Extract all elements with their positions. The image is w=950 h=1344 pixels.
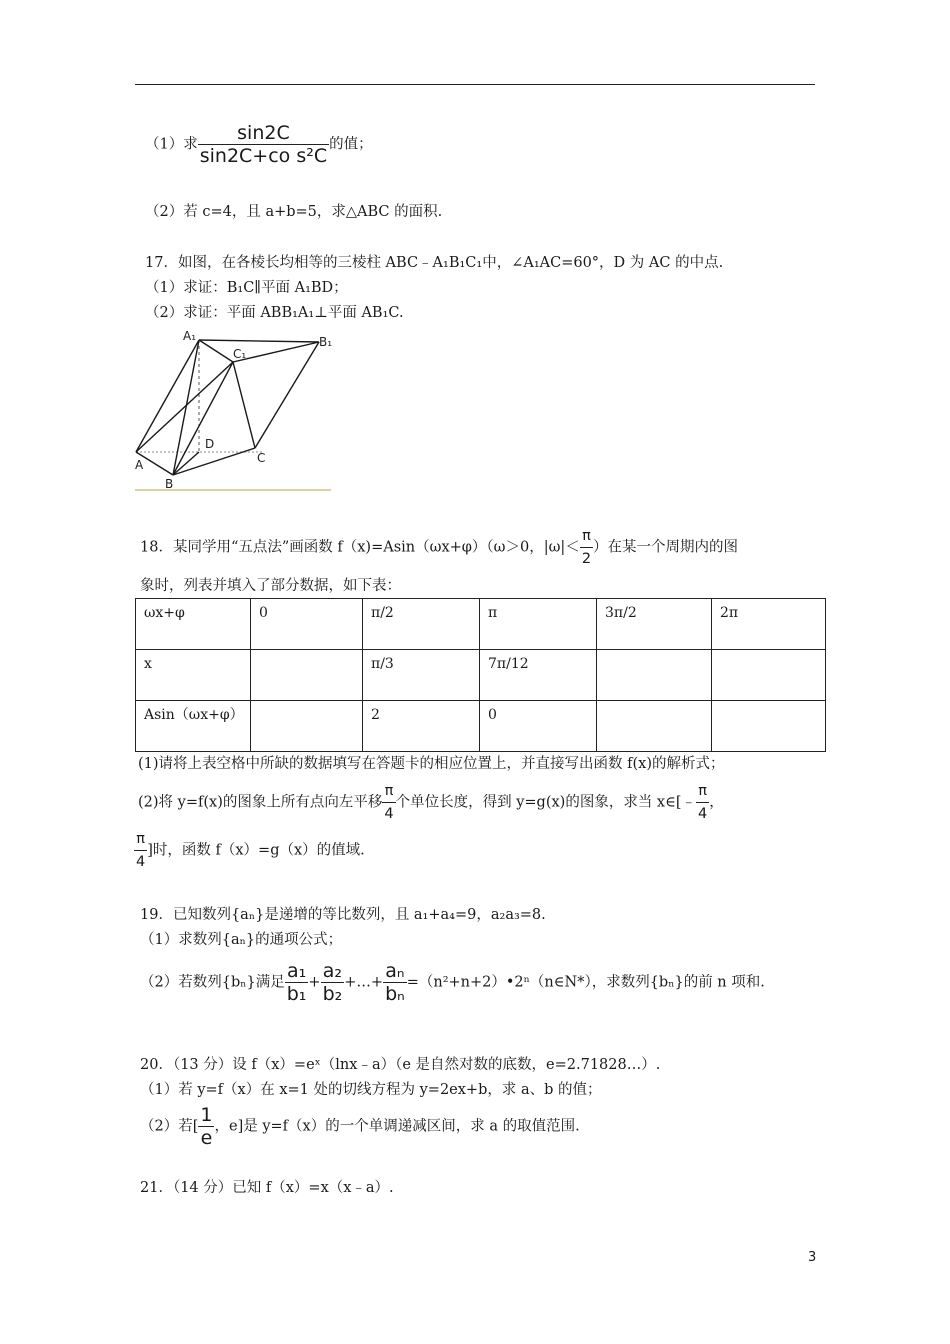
p18-stem-a: 18．某同学用“五点法”画函数 f（x)=Asin（ωx+φ）（ω＞0，|ω|＜ [140, 539, 580, 556]
p18-lower-fraction [696, 780, 709, 825]
label-c1: C₁ [233, 347, 247, 361]
table-cell: 2π [712, 599, 826, 650]
p18-stem-b: ）在某一个周期内的图 [593, 539, 739, 556]
p17-q1: （1）求证：B₁C∥平面 A₁BD； [145, 280, 348, 296]
p21-stem: 21．（14 分）已知 f（x）=x（x﹣a）. [140, 1180, 394, 1196]
label-b: B [165, 477, 174, 491]
p16-q1-label: （1）求 [145, 136, 198, 153]
table-cell [251, 701, 363, 752]
table-cell [597, 650, 712, 701]
p19-term-1-den: b₁ [286, 983, 307, 1005]
p16-q1-tail: 的值； [329, 136, 373, 153]
p18-shift-frac-num: π [382, 780, 395, 803]
p17-q2: （2）求证：平面 ABB₁A₁⊥平面 AB₁C. [145, 305, 404, 321]
p18-upper-frac-num: π [134, 828, 147, 851]
table-cell: π/2 [363, 599, 480, 650]
label-a1: A₁ [183, 330, 197, 343]
p16-frac-den: sin2C+co s²C [199, 145, 328, 167]
p18-q1: (1)请将上表空格中所缺的数据填写在答题卡的相应位置上，并直接写出函数 f(x)的解析式； [138, 756, 725, 772]
p18-q2-c: ， [709, 794, 724, 811]
table-cell: ωx+φ [136, 599, 251, 650]
p20-q1: （1）若 y=f（x）在 x=1 处的切线方程为 y=2ex+b，求 a、b 的值； [140, 1082, 602, 1098]
table-cell: 0 [251, 599, 363, 650]
label-a: A [135, 458, 144, 472]
p19-term-2-den: b₂ [322, 983, 343, 1005]
five-point-table [135, 598, 826, 752]
table-cell: x [136, 650, 251, 701]
p18-stem-line1 [140, 525, 738, 570]
p18-shift-frac-den: 4 [384, 806, 394, 822]
p19-q1: （1）求数列{aₙ}的通项公式； [140, 932, 343, 948]
p18-upper-fraction [134, 828, 147, 873]
p18-stem-frac-den: 2 [581, 551, 592, 567]
table-row [136, 599, 826, 650]
table-row [136, 701, 826, 752]
p20-q2-b: ，e]是 y=f（x）的一个单调递减区间，求 a 的取值范围. [214, 1118, 580, 1135]
p16-q2: （2）若 c=4，且 a+b=5，求△ABC 的面积. [145, 204, 443, 220]
table-cell: 0 [480, 701, 597, 752]
p19-q2-a: （2）若数列{bₙ}满足 [140, 974, 285, 991]
p18-q2-line1 [138, 780, 724, 825]
table-cell [712, 650, 826, 701]
label-d: D [205, 437, 215, 451]
table-cell: Asin（ωx+φ） [136, 701, 251, 752]
p19-q2: （2）若数列{bₙ}满足 $\frac{\text{a₁}}{\text{b₁}}$ + $\frac{\text{a₂}}{\text{b₂}}$ +…+ $\frac{\text{aₙ}}{\text{bₙ}}$ =（n²+n+2）•2ⁿ（n∈N*），求数列{bₙ}的前 n 项和. [140, 960, 765, 1005]
p19-q2-b: =（n²+n+2）•2ⁿ（n∈N*），求数列{bₙ}的前 n 项和. [406, 974, 765, 991]
p18-lower-frac-num: π [696, 780, 709, 803]
table-cell: π/3 [363, 650, 480, 701]
p18-stem-frac-num: π [580, 525, 593, 548]
label-b1: B₁ [319, 335, 333, 349]
p17-stem: 17．如图，在各棱长均相等的三棱柱 ABC﹣A₁B₁C₁中，∠A₁AC=60°，D 为 AC 的中点. [145, 255, 724, 271]
p19-stem: 19．已知数列{aₙ}是递增的等比数列，且 a₁+a₄=9，a₂a₃=8. [140, 907, 546, 923]
table-cell [597, 701, 712, 752]
p20-stem: 20．（13 分）设 f（x）=eˣ（lnx﹣a）（e 是自然对数的底数，e=2.71828…）. [140, 1057, 661, 1073]
p20-frac-num: 1 [200, 1104, 213, 1126]
p19-term-1 [285, 960, 309, 1005]
p20-frac-den: e [200, 1127, 213, 1149]
p19-term-n-den: bₙ [385, 983, 405, 1005]
p18-q2-b: 个单位长度，得到 y=g(x)的图象，求当 x∈[﹣ [395, 794, 696, 811]
table-cell: π [480, 599, 597, 650]
p16-fraction [198, 122, 329, 167]
p19-term-2 [321, 960, 345, 1005]
table-cell [251, 650, 363, 701]
p16-q1 [145, 122, 373, 167]
p18-stem-fraction [580, 525, 593, 570]
p19-term-n [383, 960, 407, 1005]
table-cell: 3π/2 [597, 599, 712, 650]
p20-fraction [198, 1104, 214, 1149]
p20-q2-a: （2）若[ [140, 1118, 199, 1135]
prism-figure [133, 330, 333, 495]
label-c: C [257, 451, 266, 465]
table-cell: 7π/12 [480, 650, 597, 701]
p18-shift-fraction [382, 780, 395, 825]
p19-term-2-num: a₂ [321, 960, 345, 983]
p16-frac-num: sin2C [198, 122, 329, 145]
table-cell: 2 [363, 701, 480, 752]
p19-term-1-num: a₁ [285, 960, 309, 983]
header-rule [135, 84, 815, 85]
table-row [136, 650, 826, 701]
p18-lower-frac-den: 4 [698, 806, 708, 822]
p18-q2-d: ]时，函数 f（x）=g（x）的值域. [147, 842, 365, 859]
table-cell [712, 701, 826, 752]
p18-stem-c: 象时，列表并填入了部分数据，如下表： [140, 578, 401, 594]
p19-term-n-num: aₙ [383, 960, 407, 983]
p18-upper-frac-den: 4 [136, 854, 146, 870]
p18-q2-a: (2)将 y=f(x)的图象上所有点向左平移 [138, 794, 383, 811]
page-number: 3 [808, 1250, 817, 1265]
p20-q2 [140, 1104, 580, 1149]
p18-q2-line2 [134, 828, 365, 873]
